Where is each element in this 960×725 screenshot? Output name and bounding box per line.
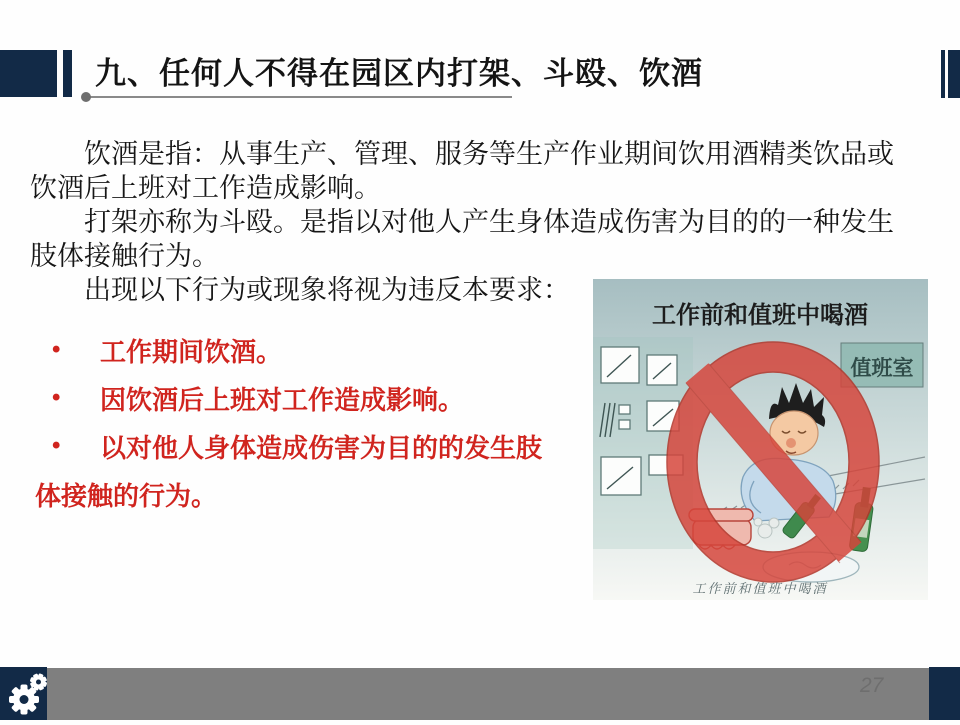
page-number: 27 [860, 674, 884, 697]
bullet-icon: • [52, 336, 61, 363]
footer-right-navy-block [929, 667, 960, 720]
violation-item [30, 374, 590, 422]
header-right-navy-bar-thin [941, 50, 945, 98]
violation-text: 体接触的行为。 [35, 480, 218, 511]
body-line: 饮酒后上班对工作造成影响。 [30, 173, 381, 203]
violation-text: 工作期间饮酒。 [100, 336, 283, 367]
violations-list [30, 326, 590, 518]
header-left-navy-block [0, 50, 57, 97]
page-title: 九、任何人不得在园区内打架、斗殴、饮酒 [95, 56, 703, 91]
violation-item-continuation [30, 470, 590, 518]
bullet-icon: • [52, 432, 61, 459]
illustration-caption: 工作前和值班中喝酒 [692, 581, 828, 596]
violation-text: 因饮酒后上班对工作造成影响。 [100, 384, 465, 415]
title-underline [84, 96, 512, 98]
body-line: 打架亦称为斗殴。是指以对他人产生身体造成伤害为目的的一种发生 [84, 207, 894, 237]
gears-icon [0, 667, 47, 720]
violation-text: 以对他人身体造成伤害为目的的发生肢 [100, 432, 543, 463]
footer-bar [47, 668, 929, 720]
underline-dot [81, 92, 91, 102]
violation-item [30, 422, 590, 470]
duty-room-sign-label: 值班室 [850, 357, 914, 380]
footer-left-navy-block [0, 667, 47, 720]
header-right-navy-bar-wide [948, 50, 960, 98]
duty-room-sign [841, 343, 923, 387]
violation-item [30, 326, 590, 374]
body-line: 饮酒是指：从事生产、管理、服务等生产作业期间饮用酒精类饮品或 [84, 139, 894, 169]
no-drinking-illustration [593, 279, 928, 600]
body-line: 出现以下行为或现象将视为违反本要求： [84, 275, 570, 305]
bullet-icon: • [52, 384, 61, 411]
header-left-navy-bar [63, 50, 72, 97]
body-line: 肢体接触行为。 [30, 241, 219, 271]
illustration-title: 工作前和值班中喝酒 [652, 302, 868, 329]
